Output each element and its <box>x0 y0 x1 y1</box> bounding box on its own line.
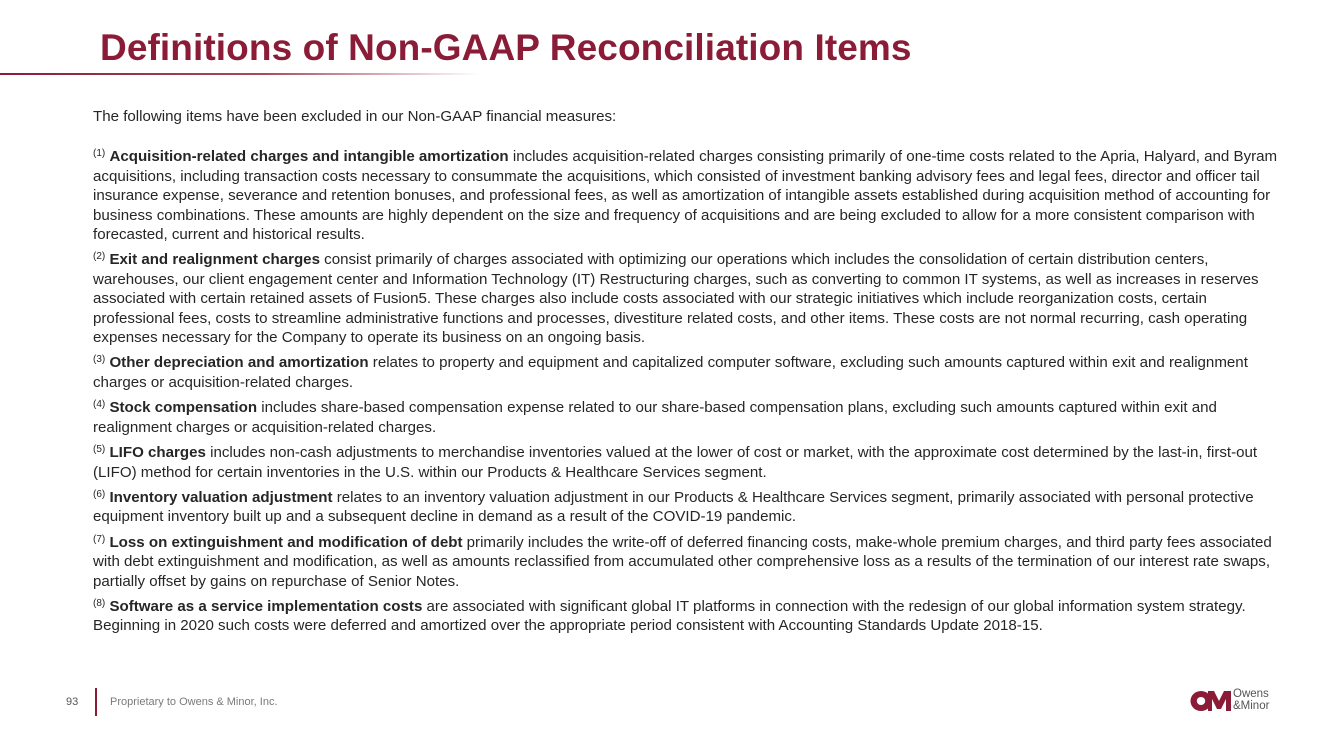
definition-text: relates to an inventory valuation adjustment in our Products & Healthcare Services segment, primarily associated with personal protective equipment inventory built up and a subsequent decline in demand as a result of the COVID-19 pandemic. <box>93 488 1254 526</box>
definition-term: Other depreciation and amortization <box>109 354 369 372</box>
definition-term: Stock compensation <box>109 399 258 417</box>
footnote-marker: (7) <box>93 533 106 545</box>
footnote-marker: (1) <box>93 148 106 160</box>
definition-text: relates to property and equipment and capitalized computer software, excluding such amounts captured within exit and realignment charges or acquisition-related charges. <box>93 354 1248 391</box>
definition-item-1 <box>93 147 1288 244</box>
om-logo-mark-icon <box>1190 690 1232 712</box>
definition-item-2 <box>93 250 1288 347</box>
definition-item-4 <box>93 398 1288 437</box>
proprietary-notice: Proprietary to Owens & Minor, Inc. <box>110 696 278 708</box>
title-underline <box>0 73 480 75</box>
definitions-body <box>93 107 1288 642</box>
definition-text: consist primarily of charges associated with optimizing our operations which includes the consolidation of certain distribution centers, warehouses, our client engagement center and Information Technology (IT) Restructuring charges, such as converting to common IT systems, as well as increases in reserves associated with certain retained assets of Fusion5. These charges also include costs associated with our strategic initiatives which include reorganization costs, certain professional fees, costs to streamline administrative functions and processes, divestiture related costs, and other items. These costs are not normal recurring, cash operating expenses necessary for the Company to operate its business on an ongoing basis. <box>93 251 1259 347</box>
logo-wordmark <box>1233 688 1269 712</box>
definition-text: includes share-based compensation expense related to our share-based compensation plans, excluding such amounts captured within exit and realignment charges or acquisition-related charges. <box>93 399 1217 436</box>
definition-text: are associated with significant global IT platforms in connection with the redesign of our global information system strategy. Beginning in 2020 such costs were deferred and amortized over the appropriate period consistent with Accounting Standards Update 2018-15. <box>93 597 1246 635</box>
definition-text: primarily includes the write-off of deferred financing costs, make-whole premium charges, and third party fees associated with debt extinguishment and modification, as well as amounts reclassified from accumulated other comprehensive loss as a results of the termination of our interest rate swaps, partially offset by gains on repurchase of Senior Notes. <box>93 533 1272 590</box>
definition-term: Exit and realignment charges <box>109 251 320 269</box>
definition-term: Acquisition-related charges and intangible amortization <box>109 148 509 166</box>
definition-item-7 <box>93 533 1288 591</box>
definition-term: Software as a service implementation costs <box>109 597 423 615</box>
logo-wordmark-line1: Owens <box>1233 688 1269 700</box>
footnote-marker: (5) <box>93 444 106 456</box>
definition-item-5 <box>93 443 1288 482</box>
footnote-marker: (8) <box>93 597 106 609</box>
definition-term: Inventory valuation adjustment <box>109 488 333 506</box>
footnote-marker: (4) <box>93 399 106 411</box>
page-title: Definitions of Non-GAAP Reconciliation Items <box>100 27 912 68</box>
definition-term: LIFO charges <box>109 444 206 462</box>
definition-item-6 <box>93 488 1288 527</box>
footnote-marker: (3) <box>93 354 106 366</box>
logo-wordmark-line2: &Minor <box>1233 700 1270 712</box>
intro-text: The following items have been excluded in our Non-GAAP financial measures: <box>93 108 617 125</box>
page-number: 93 <box>66 696 79 708</box>
definition-item-8 <box>93 597 1288 636</box>
footer-divider <box>95 688 97 716</box>
definition-text: includes acquisition-related charges consisting primarily of one-time costs related to the Apria, Halyard, and Byram acquisitions, including transaction costs necessary to consummate the acquisitions, which consisted of investment banking advisory fees and legal fees, director and officer tail insurance expense, severance and retention bonuses, and professional fees, as well as amortization of intangible assets established during acquisition method of accounting for business combinations. These amounts are highly dependent on the size and frequency of acquisitions and are being excluded to allow for a more consistent comparison with forecasted, current and historical results. <box>93 148 1278 244</box>
definition-text: includes non-cash adjustments to merchandise inventories valued at the lower of cost or market, with the approximate cost determined by the last-in, first-out (LIFO) method for certain inventories in the U.S. within our Products & Healthcare Services segment. <box>93 444 1258 481</box>
footnote-marker: (6) <box>93 488 106 500</box>
definition-term: Loss on extinguishment and modification of debt <box>109 533 463 551</box>
footnote-marker: (2) <box>93 251 106 263</box>
definition-item-3 <box>93 353 1288 392</box>
owens-minor-logo <box>1190 688 1282 716</box>
